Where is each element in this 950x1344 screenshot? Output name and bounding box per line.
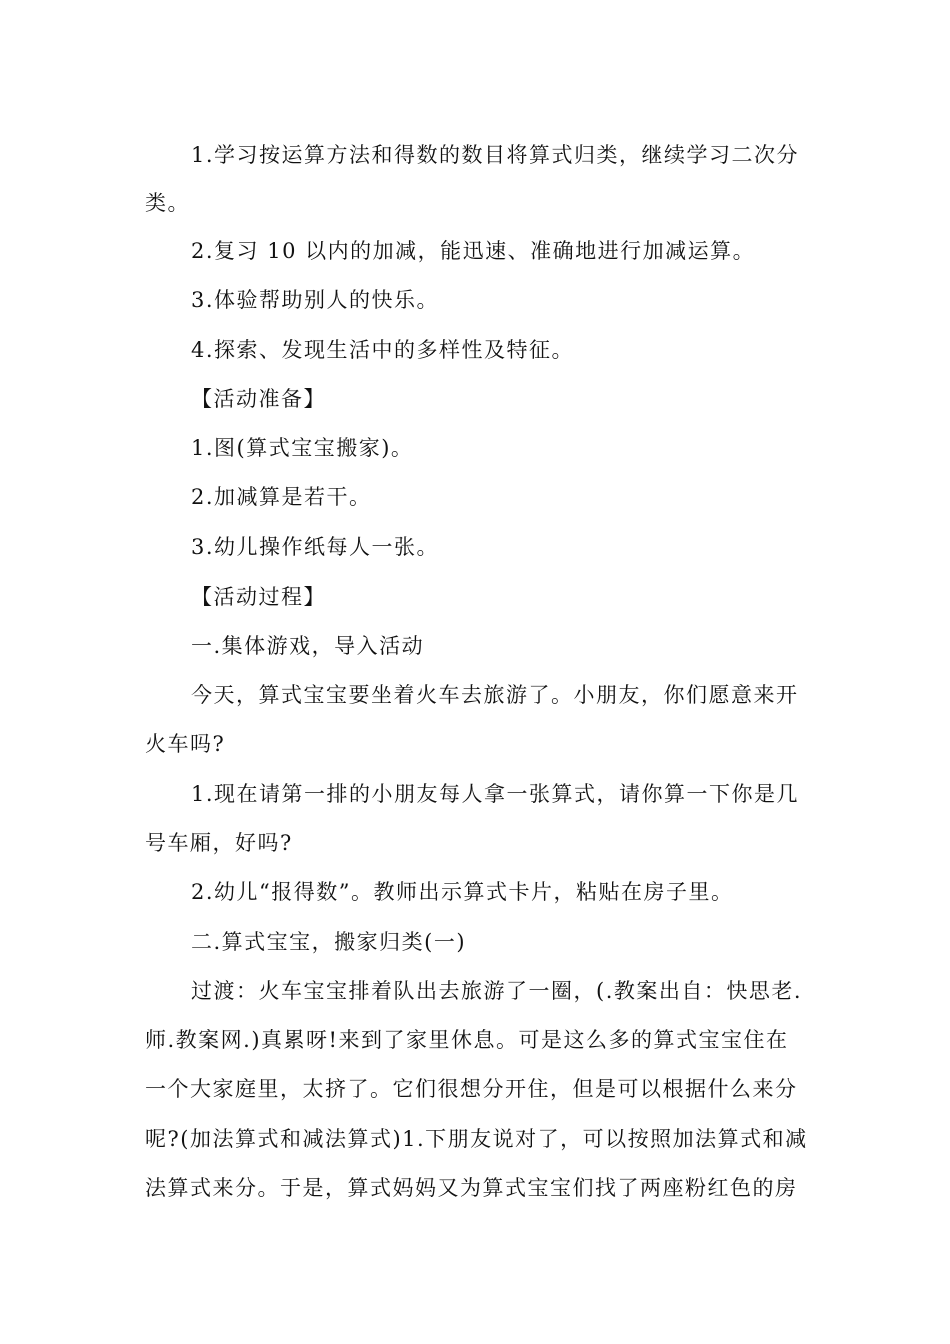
paragraph-line: 2.复习 10 以内的加减，能迅速、准确地进行加减运算。	[191, 239, 756, 263]
paragraph-line: 1.学习按运算方法和得数的数目将算式归类，继续学习二次分	[191, 143, 800, 167]
paragraph-line: 4.探索、发现生活中的多样性及特征。	[191, 338, 575, 362]
paragraph-line: 2.加减算是若干。	[191, 485, 372, 509]
paragraph-line: 师.教案网.)真累呀!来到了家里休息。可是这么多的算式宝宝住在	[145, 1028, 789, 1052]
paragraph-line: 火车吗?	[145, 732, 226, 756]
paragraph-line: 过渡：火车宝宝排着队出去旅游了一圈，(.教案出自：快思老.	[191, 979, 803, 1003]
paragraph-line: 2.幼儿“报得数”。教师出示算式卡片，粘贴在房子里。	[191, 880, 734, 904]
paragraph-line: 一个大家庭里，太挤了。它们很想分开住，但是可以根据什么来分	[145, 1077, 798, 1101]
section-heading: 【活动准备】	[191, 387, 326, 411]
paragraph-line: 1.现在请第一排的小朋友每人拿一张算式，请你算一下你是几	[191, 782, 800, 806]
paragraph-line: 1.图(算式宝宝搬家)。	[191, 436, 414, 460]
section-heading: 【活动过程】	[191, 585, 326, 609]
paragraph-line: 3.幼儿操作纸每人一张。	[191, 535, 440, 559]
subsection-heading: 二.算式宝宝，搬家归类(一)	[191, 930, 467, 954]
subsection-heading: 一.集体游戏，导入活动	[191, 634, 425, 658]
paragraph-line: 类。	[145, 191, 190, 215]
paragraph-line: 号车厢，好吗?	[145, 831, 293, 855]
paragraph-line: 今天，算式宝宝要坐着火车去旅游了。小朋友，你们愿意来开	[191, 683, 799, 707]
paragraph-line: 法算式来分。于是，算式妈妈又为算式宝宝们找了两座粉红色的房	[145, 1176, 798, 1200]
paragraph-line: 3.体验帮助别人的快乐。	[191, 288, 440, 312]
paragraph-line: 呢?(加法算式和减法算式)1.下朋友说对了，可以按照加法算式和减	[145, 1127, 808, 1151]
